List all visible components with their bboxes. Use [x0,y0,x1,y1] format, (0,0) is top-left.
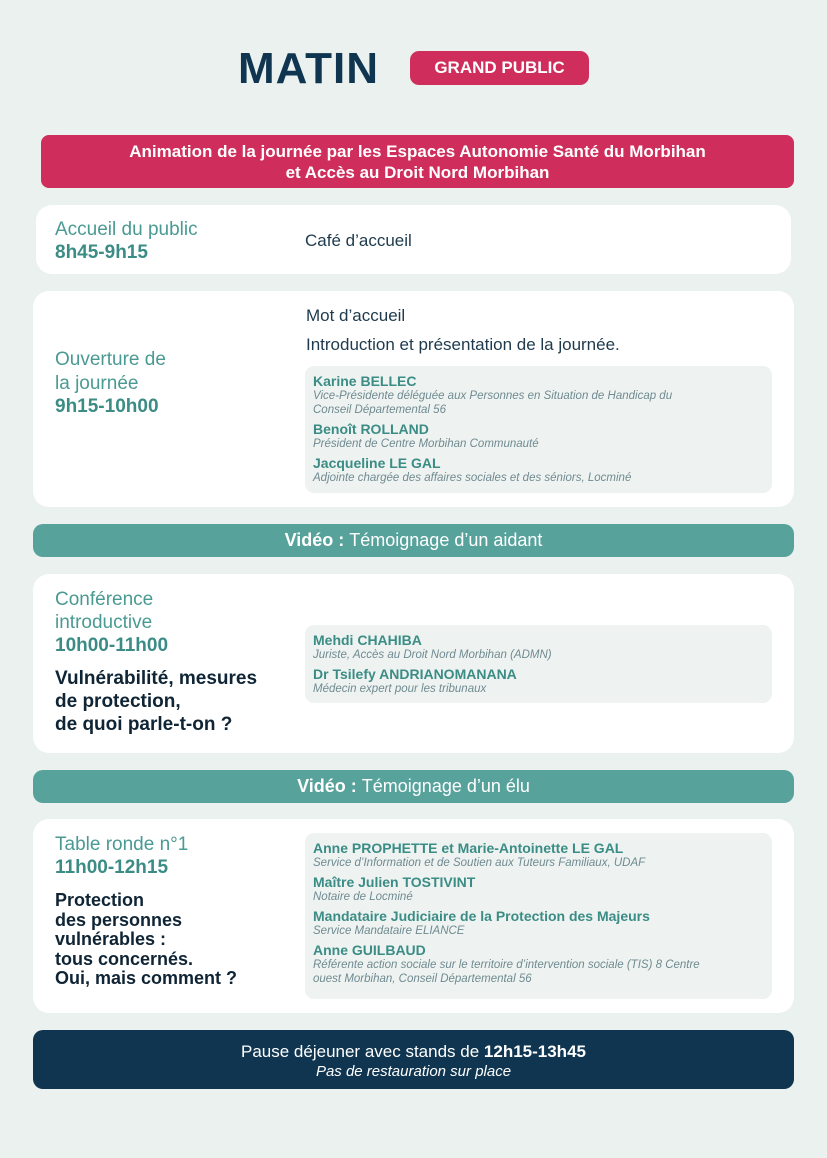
session-item: Café d’accueil [305,231,412,250]
speaker-list [305,833,772,999]
header [0,44,827,94]
speaker [313,455,764,485]
speaker-role: Notaire de Locminé [313,891,413,903]
video-band-aidant [33,524,794,557]
session-topic [55,891,237,989]
topic-line: des personnes [55,909,183,930]
speaker-name: Anne PROPHETTE et Marie-Antoinette LE GAL [313,840,624,856]
speaker-role: Vice-Présidente déléguée aux Personnes en Situation de Handicap du [313,390,673,402]
topic-line: Protection [55,890,145,910]
session-label-line1: Conférence [55,589,154,610]
speaker-name: Jacqueline LE GAL [313,455,441,471]
speaker-role: Service d’Information et de Soutien aux Tuteurs Familiaux, UDAF [313,857,646,869]
session-topic [55,667,257,736]
video-label: Vidéo : [297,776,357,796]
speaker-name: Dr Tsilefy ANDRIANOMANANA [313,666,517,682]
speaker-role: ouest Morbihan, Conseil Départemental 56 [313,973,532,985]
lunch-break-note: Pas de restauration sur place [315,1063,512,1080]
speaker-role: Service Mandataire ELIANCE [313,925,465,937]
speaker [313,840,764,870]
topic-line: tous concernés. [55,948,194,969]
session-time: 10h00-11h00 [55,635,169,656]
animation-banner-line1: Animation de la journée par les Espaces Autonomie Santé du Morbihan [129,142,706,161]
session-time: 8h45-9h15 [55,242,148,263]
session-label-line2: la journée [55,373,139,394]
speaker [313,666,764,696]
lunch-break-banner [33,1030,794,1089]
speaker [313,874,764,904]
speaker-role: Conseil Départemental 56 [313,404,446,416]
speaker-role: Référente action sociale sur le territoire d’intervention sociale (TIS) 8 Centre [313,959,700,971]
video-band-elu [33,770,794,803]
animation-banner-line2: et Accès au Droit Nord Morbihan [285,163,550,182]
topic-line: vulnérables : [55,929,167,949]
session-label-line2: introductive [55,612,153,633]
speaker-name: Anne GUILBAUD [313,942,426,958]
session-card-accueil [36,205,791,274]
session-card-conference [33,574,794,753]
video-title: Témoignage d’un aidant [349,530,543,550]
speaker [313,942,764,986]
page-title: MATIN [238,44,380,93]
speaker-role: Juriste, Accès au Droit Nord Morbihan (ADMN) [313,649,552,661]
speaker-role: Président de Centre Morbihan Communauté [313,438,539,450]
topic-line: Vulnérabilité, mesures [55,668,258,689]
topic-line: de protection, [55,691,181,712]
lunch-break-line [33,1042,794,1062]
session-label: Table ronde n°1 [55,834,189,855]
speaker [313,632,764,662]
speaker [313,421,764,451]
speaker-name: Benoît ROLLAND [313,421,429,437]
audience-badge: GRAND PUBLIC [410,51,589,85]
animation-banner [41,135,794,188]
speaker-role: Adjointe chargée des affaires sociales et des séniors, Locminé [313,472,632,484]
video-label: Vidéo : [284,530,345,550]
speaker-name: Maître Julien TOSTIVINT [313,874,476,890]
session-card-table-ronde [33,819,794,1013]
session-label-line1: Ouverture de [55,349,166,370]
speaker [313,373,764,417]
video-title: Témoignage d’un élu [361,776,530,796]
session-time: 11h00-12h15 [55,857,169,878]
session-item: Mot d’accueil [306,306,406,325]
speaker [313,908,764,938]
session-card-ouverture [33,291,794,507]
session-label: Accueil du public [55,219,198,240]
session-item: Introduction et présentation de la journée. [306,335,620,354]
topic-line: de quoi parle-t-on ? [55,714,233,735]
speaker-list [305,625,772,703]
session-time: 9h15-10h00 [55,396,159,417]
lunch-break-text: Pause déjeuner avec stands de [241,1042,480,1061]
speaker-name: Mehdi CHAHIBA [313,632,422,648]
speaker-role: Médecin expert pour les tribunaux [313,683,487,695]
speaker-list [305,366,772,493]
topic-line: Oui, mais comment ? [55,968,238,988]
speaker-name: Karine BELLEC [313,373,417,389]
lunch-break-time: 12h15-13h45 [483,1042,586,1061]
speaker-name: Mandataire Judiciaire de la Protection des Majeurs [313,908,650,924]
